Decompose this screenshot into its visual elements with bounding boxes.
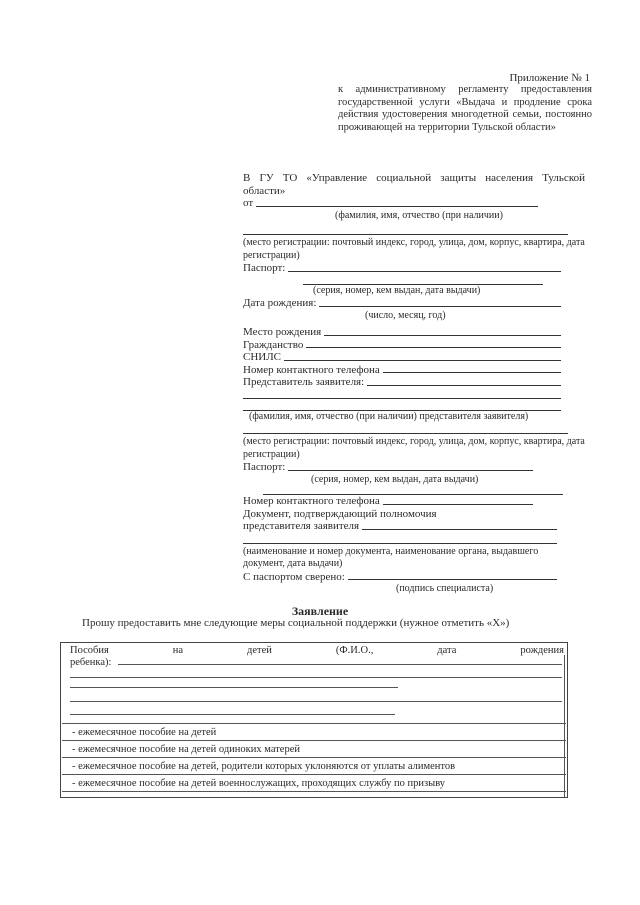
representative-field[interactable] [367, 385, 561, 386]
table-divider [564, 655, 565, 797]
rep-passport-hint: (серия, номер, кем выдан, дата выдачи) [311, 473, 479, 485]
phone-field[interactable] [383, 372, 561, 373]
applicant-fields [243, 172, 585, 596]
from-label: от [243, 197, 254, 209]
child-entry-line[interactable] [70, 687, 398, 688]
option-alimony-benefit[interactable]: - ежемесячное пособие на детей, родители которых уклоняются от уплаты алиментов [72, 761, 456, 772]
citizenship-field[interactable] [306, 347, 561, 348]
rep-registration-hint: (место регистрации: почтовый индекс, город, улица, дом, корпус, квартира, дата регистрации) [243, 436, 585, 460]
rep-phone-field[interactable] [383, 504, 533, 505]
document-label-2: представителя заявителя [243, 520, 360, 532]
child-entry-line[interactable] [118, 664, 562, 665]
option-monthly-child-benefit[interactable]: - ежемесячное пособие на детей [72, 727, 217, 738]
document-hint: (наименование и номер документа, наименование органа, выдавшего документ, дата выдачи) [243, 545, 539, 569]
rep-passport-label: Паспорт: [243, 461, 286, 473]
birth-date-field[interactable] [319, 306, 561, 307]
document-field-2[interactable] [243, 543, 557, 544]
appendix-title: Приложение № 1 [509, 72, 590, 84]
rep-passport-field[interactable] [288, 470, 533, 471]
passport-field[interactable] [288, 271, 561, 272]
header-word: детей [247, 645, 272, 656]
table-header-cont: ребенка): [70, 657, 112, 668]
passport-hint: (серия, номер, кем выдан, дата выдачи) [313, 284, 481, 296]
birth-place-label: Место рождения [243, 326, 322, 338]
child-entry-line[interactable] [70, 714, 395, 715]
fio-hint: (фамилия, имя, отчество (при наличии) [335, 209, 503, 221]
rep-phone-label: Номер контактного телефона [243, 495, 380, 507]
citizenship-label: Гражданство [243, 338, 304, 351]
child-entry-line[interactable] [70, 701, 562, 702]
addressee: В ГУ ТО «Управление социальной защиты населения Тульской области» [243, 172, 585, 197]
representative-field-2[interactable] [243, 398, 561, 399]
passport-label: Паспорт: [243, 262, 286, 274]
rep-registration-field[interactable] [243, 433, 568, 434]
representative-label: Представитель заявителя: [243, 376, 365, 388]
table-row-separator [62, 791, 566, 792]
birth-date-hint: (число, месяц, год) [365, 309, 446, 321]
verified-hint: (подпись специалиста) [396, 583, 494, 594]
header-word: (Ф.И.О., [335, 645, 374, 656]
table-row-separator [62, 774, 566, 775]
snils-field[interactable] [284, 360, 561, 361]
table-row-separator [62, 740, 566, 741]
document-label: Документ, подтверждающий полномочия [243, 507, 437, 520]
registration-field[interactable] [243, 234, 568, 235]
table-row-separator [62, 723, 566, 724]
header-word: на [172, 645, 184, 656]
birth-date-label: Дата рождения: [243, 297, 317, 309]
document-field[interactable] [362, 529, 557, 530]
registration-hint: (место регистрации: почтовый индекс, город, улица, дом, корпус, квартира, дата регистрации) [243, 237, 585, 261]
statement-title: Заявление [291, 604, 349, 618]
option-conscript-benefit[interactable]: - ежемесячное пособие на детей военнослужащих, проходящих службу по призыву [72, 778, 446, 789]
header-word: дата [437, 645, 457, 656]
snils-label: СНИЛС [243, 351, 282, 363]
phone-label: Номер контактного телефона [243, 363, 380, 376]
rep-fio-hint: (фамилия, имя, отчество (при наличии) представителя заявителя) [249, 410, 529, 422]
table-row-separator [62, 757, 566, 758]
child-entry-line[interactable] [70, 677, 562, 678]
verified-label: С паспортом сверено: [243, 570, 345, 583]
birth-place-field[interactable] [324, 335, 561, 336]
appendix-reference: к административному регламенту предоставления государственной услуги «Выдача и продление срока действия удостоверения многодетной семьи, постоянно проживающей на территории Тульской области» [338, 84, 592, 133]
from-field[interactable] [256, 206, 538, 207]
statement-request: Прошу предоставить мне следующие меры социальной поддержки (нужное отметить «Х») [82, 617, 510, 629]
header-word: рождения [520, 645, 564, 656]
verified-signature-field[interactable] [348, 579, 557, 580]
header-word: Пособия [70, 645, 109, 656]
option-single-mothers-benefit[interactable]: - ежемесячное пособие на детей одиноких матерей [72, 744, 300, 755]
table-header [70, 645, 564, 656]
